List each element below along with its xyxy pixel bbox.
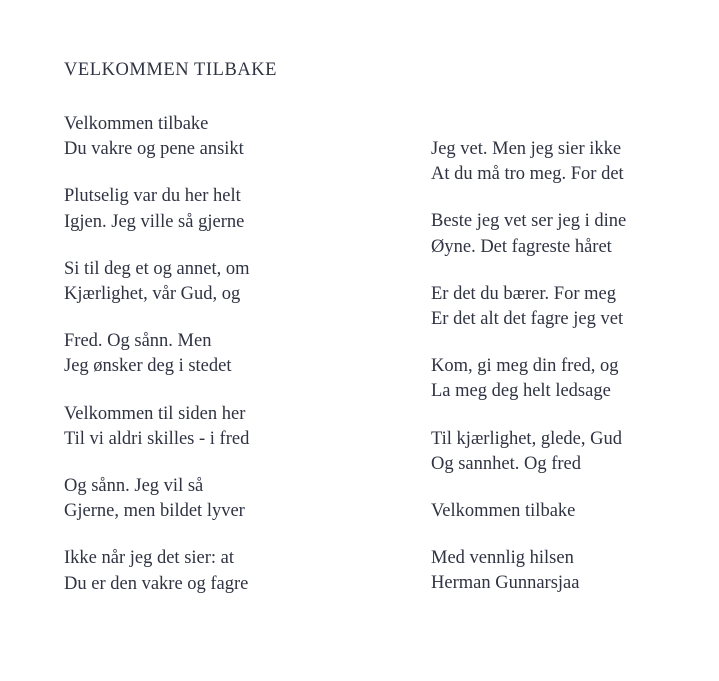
verse-line: Er det alt det fagre jeg vet [431, 309, 624, 330]
verse-line: Kjærlighet, vår Gud, og [64, 284, 241, 305]
stanza [64, 329, 404, 379]
verse-line: Du vakre og pene ansikt [64, 139, 244, 160]
verse-line: Øyne. Det fagreste håret [431, 236, 612, 257]
verse-line: At du må tro meg. For det [431, 164, 624, 185]
verse-line: Beste jeg vet ser jeg i dine [431, 211, 627, 232]
verse-line: Igjen. Jeg ville så gjerne [64, 211, 245, 232]
verse-line: Herman Gunnarsjaa [431, 573, 580, 594]
verse-line: La meg deg helt ledsage [431, 381, 611, 402]
verse-line: Velkommen tilbake [431, 501, 576, 522]
verse-line: Velkommen til siden her [64, 403, 246, 424]
stanza [64, 402, 404, 452]
verse-line: Jeg vet. Men jeg sier ikke [431, 139, 622, 159]
poem-column-left [64, 112, 404, 597]
verse-line: Jeg ønsker deg i stedet [64, 356, 232, 377]
stanza [64, 474, 404, 524]
stanza [431, 546, 711, 596]
stanza [431, 354, 711, 404]
verse-line: Med vennlig hilsen [431, 548, 574, 569]
verse-line: Og sånn. Jeg vil så [64, 476, 204, 497]
page-title: VELKOMMEN TILBAKE [64, 60, 278, 81]
stanza [431, 499, 711, 524]
verse-line: Plutselig var du her helt [64, 186, 241, 207]
stanza [64, 257, 404, 307]
verse-line: Velkommen tilbake [64, 114, 209, 134]
verse-line: Du er den vakre og fagre [64, 573, 249, 594]
stanza [431, 137, 711, 187]
verse-line: Fred. Og sånn. Men [64, 331, 212, 352]
verse-line: Og sannhet. Og fred [431, 453, 582, 474]
verse-line: Til vi aldri skilles - i fred [64, 428, 250, 449]
stanza [431, 427, 711, 477]
verse-line: Gjerne, men bildet lyver [64, 501, 245, 522]
stanza [431, 209, 711, 259]
verse-line: Er det du bærer. For meg [431, 283, 616, 304]
verse-line: Si til deg et og annet, om [64, 258, 250, 279]
poem-column-right [431, 137, 711, 597]
verse-line: Ikke når jeg det sier: at [64, 548, 235, 569]
stanza [64, 112, 404, 162]
stanza [64, 546, 404, 596]
verse-line: Til kjærlighet, glede, Gud [431, 428, 622, 449]
verse-line: Kom, gi meg din fred, og [431, 356, 619, 377]
stanza [431, 282, 711, 332]
stanza [64, 184, 404, 234]
